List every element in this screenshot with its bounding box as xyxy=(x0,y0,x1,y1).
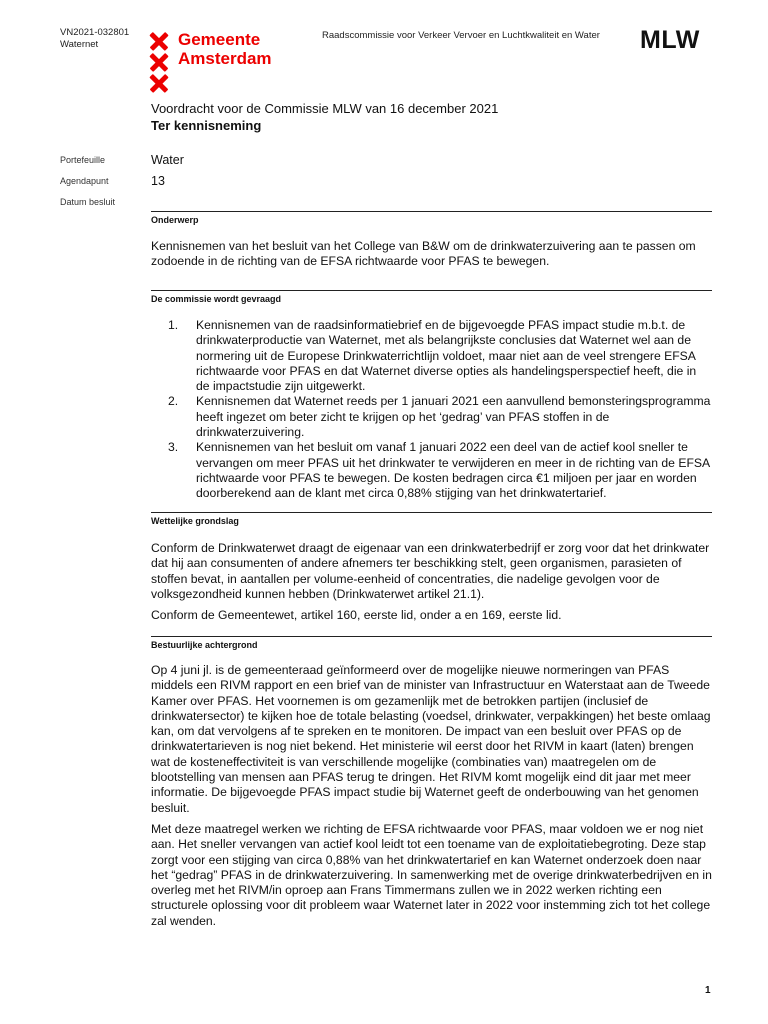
section-divider xyxy=(151,290,712,291)
page-number: 1 xyxy=(705,985,711,996)
andreas-cross-icon xyxy=(150,53,168,71)
meta-row-portfolio xyxy=(60,153,580,174)
list-item xyxy=(151,440,712,501)
organisation-name: Waternet xyxy=(60,39,99,50)
proposal-title: Voordracht voor de Commissie MLW van 16 december 2021 xyxy=(151,101,499,116)
meta-row-agenda xyxy=(60,174,580,195)
agenda-label: Agendapunt xyxy=(60,176,109,186)
committee-abbreviation: MLW xyxy=(640,26,700,54)
reference-number: VN2021-032801 xyxy=(60,27,130,38)
committee-name: Raadscommissie voor Verkeer Vervoer en Luchtkwaliteit en Water xyxy=(322,30,600,41)
subject-text xyxy=(151,239,712,276)
section-title-subject: Onderwerp xyxy=(151,215,199,225)
background-paragraph: Op 4 juni jl. is de gemeenteraad geïnformeerd over de mogelijke nieuwe normeringen van PFAS middels een RIVM rapport en een brief van de minister van Infrastructuur en Waterstaat aan de Tweede Kamer over PFAS. Het voornemen is om gezamenlijk met de betrokken partijen (inclusief de drinkwatersector) te kijken hoe de totale belasting (voedsel, drinkwater, verpakkingen) het beste omlaag kan, om dat vervolgens af te spreken en te monitoren. De impact van een besluit over PFAS op de drinkwatertarieven is nog niet bekend. Het ministerie wil eerst door het RIVM in kaart (laten) brengen wat de kosteneffectiviteit is van verschillende mogelijke (combinaties van) maatregelen om de blootstelling van mensen aan PFAS terug te dringen. Het RIVM komt mogelijk eind dit jaar met meer informatie. De bijgevoegde PFAS impact studie bij Waternet geeft de onderbouwing van het genomen besluit. xyxy=(151,663,711,815)
section-divider xyxy=(151,211,712,212)
background-paragraph: Met deze maatregel werken we richting de EFSA richtwaarde voor PFAS, maar voldoen we er nog niet aan. Het sneller vervangen van actief kool leidt tot een toename van de exploitatiebegroting. Deze stap zorgt voor een stijging van circa 0,88% van het drinkwatertarief en kan Waternet onderzoek doen naar het “gedrag” PFAS in de drinkwaterzuivering. In samenwerking met de overige drinkwaterbedrijven en in overleg met het RIVM/in oproep aan Frans Timmermans zullen we in 2022 werken richting een structurele oplossing voor dit probleem waar Waternet later in 2022 voor instemming zich tot het college zal wenden. xyxy=(151,821,712,928)
legal-text xyxy=(151,541,712,629)
request-list xyxy=(151,318,712,502)
list-item-number: 1. xyxy=(168,318,179,332)
section-divider xyxy=(151,512,712,513)
section-title-legal: Wettelijke grondslag xyxy=(151,516,239,526)
section-title-request: De commissie wordt gevraagd xyxy=(151,294,282,304)
portfolio-label: Portefeuille xyxy=(60,155,106,165)
logo-text-line2: Amsterdam xyxy=(178,49,272,68)
andreas-cross-icon xyxy=(150,74,168,92)
list-item-text: Kennisnemen van de raadsinformatiebrief en de bijgevoegde PFAS impact studie m.b.t. de drinkwaterproductie van Waternet, met als belangrijkste conclusies dat Waternet wel aan de normering uit de Europese Drinkwaterrichtlijn voldoet, maar niet aan de veel strengere EFSA richtwaarde voor PFAS en dat Waternet diverse opties als handelingsperspectief heeft, die in de impactstudie zijn uitgewerkt. xyxy=(196,318,697,394)
proposal-subtitle: Ter kennisneming xyxy=(151,118,262,133)
background-text xyxy=(151,663,712,935)
logo-text-line1: Gemeente xyxy=(178,30,261,49)
section-title-background: Bestuurlijke achtergrond xyxy=(151,640,258,650)
list-item-number: 3. xyxy=(168,440,179,455)
list-item-text: Kennisnemen dat Waternet reeds per 1 januari 2021 een aanvullend bemonsteringsprogramma heeft ingezet om beter zicht te krijgen op het ‘gedrag’ van PFAS stoffen in de drinkwaterzuivering. xyxy=(196,394,711,440)
document-reference xyxy=(60,27,129,51)
metadata-table xyxy=(60,153,580,216)
section-divider xyxy=(151,636,712,637)
list-item xyxy=(151,394,712,440)
meta-row-decision-date xyxy=(60,195,580,216)
decision-date-label: Datum besluit xyxy=(60,197,116,207)
agenda-value: 13 xyxy=(151,174,165,188)
portfolio-value: Water xyxy=(151,153,184,167)
andreas-cross-icon xyxy=(150,32,168,50)
legal-paragraph: Conform de Gemeentewet, artikel 160, eerste lid, onder a en 169, eerste lid. xyxy=(151,608,562,623)
list-item-text: Kennisnemen van het besluit om vanaf 1 januari 2022 een deel van de actief kool sneller te vervangen om meer PFAS uit het drinkwater te verwijderen en meer in de richting van de EFSA richtwaarde voor PFAS te bewegen. De kosten bedragen circa €1 miljoen per jaar en worden doorberekend aan de klant met circa 0,88% stijging van het drinkwatertarief. xyxy=(196,440,710,501)
subject-paragraph: Kennisnemen van het besluit van het College van B&W om de drinkwaterzuivering aan te passen om zodoende in de richting van de EFSA richtwaarde voor PFAS te bewegen. xyxy=(151,239,696,269)
legal-paragraph: Conform de Drinkwaterwet draagt de eigenaar van een drinkwaterbedrijf er zorg voor dat het drinkwater dat hij aan consumenten of andere afnemers ter beschikking stelt, geen organismen, parasieten of stoffen bevat, in aantallen per volume-eenheid of concentraties, die nadelige gevolgen voor de volksgezondheid kunnen hebben (Drinkwaterwet artikel 21.1). xyxy=(151,541,710,601)
list-item-number: 2. xyxy=(168,394,179,409)
list-item xyxy=(151,318,712,394)
